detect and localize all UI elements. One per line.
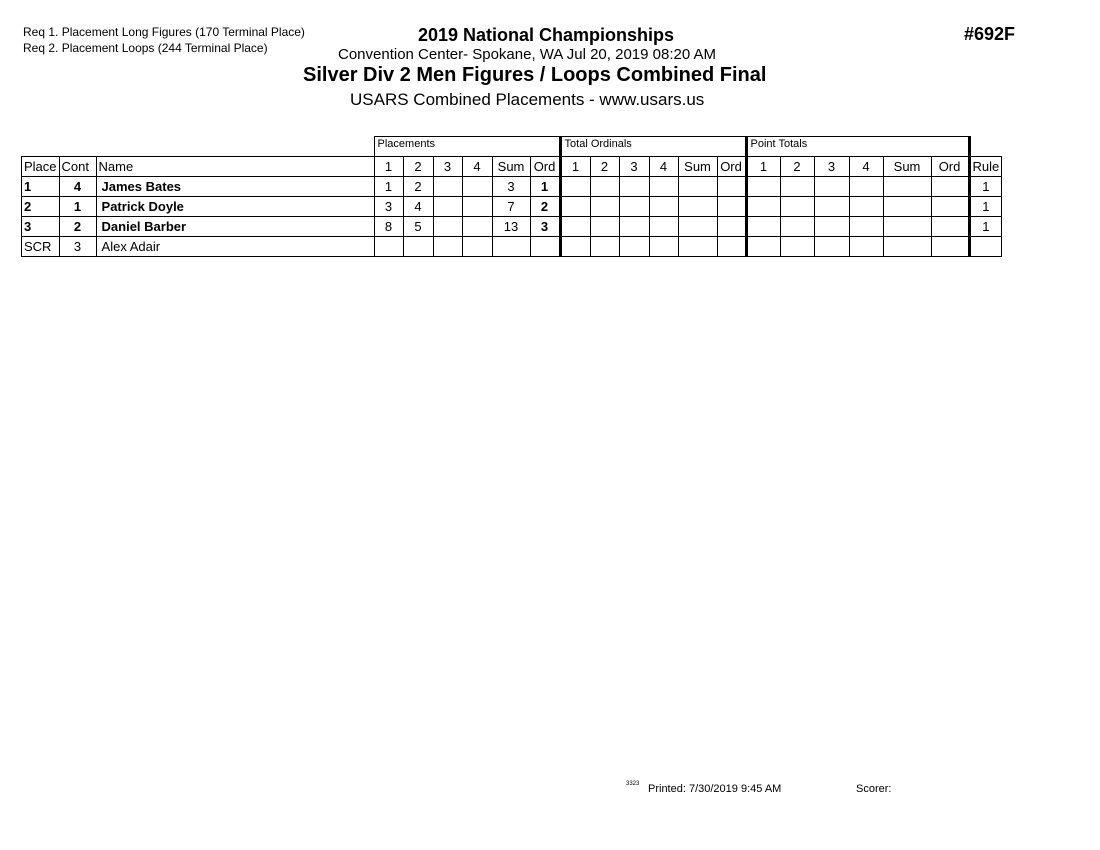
cell-empty — [649, 177, 678, 197]
column-header: 3 — [433, 157, 462, 177]
footer-code: 3323 — [626, 781, 640, 787]
table-row — [22, 197, 1002, 217]
cell-empty — [619, 197, 649, 217]
cell-ord — [530, 237, 560, 257]
column-header: 1 — [560, 157, 590, 177]
cell-empty — [590, 197, 619, 217]
cell-empty — [746, 177, 780, 197]
group-header-row — [22, 137, 1002, 157]
cell-empty — [590, 177, 619, 197]
subtitle: USARS Combined Placements - www.usars.us — [350, 90, 705, 109]
cell-empty — [883, 217, 931, 237]
column-header: 4 — [849, 157, 883, 177]
cell-p1: 3 — [374, 197, 403, 217]
cell-empty — [931, 177, 969, 197]
cell-ord: 3 — [530, 217, 560, 237]
cell-name: Alex Adair — [96, 237, 374, 257]
cell-rule: 1 — [969, 217, 1002, 237]
cell-empty — [883, 237, 931, 257]
cell-empty — [931, 197, 969, 217]
cell-p3 — [433, 217, 462, 237]
cell-place: SCR — [22, 237, 60, 257]
cell-empty — [931, 217, 969, 237]
cell-empty — [560, 217, 590, 237]
cell-sum — [492, 237, 530, 257]
cell-empty — [849, 197, 883, 217]
cell-place: 3 — [22, 217, 60, 237]
event-name: Silver Div 2 Men Figures / Loops Combined Final — [303, 64, 767, 86]
cell-empty — [678, 177, 717, 197]
requirement-1: Req 1. Placement Long Figures (170 Terminal Place) — [23, 25, 305, 39]
cell-empty — [590, 217, 619, 237]
cell-sum: 13 — [492, 217, 530, 237]
cell-empty — [560, 197, 590, 217]
cell-p4 — [462, 237, 492, 257]
cell-p2: 2 — [403, 177, 433, 197]
event-number: #692F — [964, 24, 1016, 44]
group-placements: Placements — [374, 137, 560, 157]
cell-rule: 1 — [969, 177, 1002, 197]
cell-p2: 5 — [403, 217, 433, 237]
table-row — [22, 217, 1002, 237]
cell-empty — [746, 217, 780, 237]
cell-empty — [619, 237, 649, 257]
cell-place: 2 — [22, 197, 60, 217]
cell-empty — [619, 217, 649, 237]
group-point-totals: Point Totals — [746, 137, 969, 157]
cell-empty — [678, 197, 717, 217]
column-header: 2 — [403, 157, 433, 177]
column-header: 1 — [746, 157, 780, 177]
cell-empty — [717, 237, 746, 257]
cell-empty — [849, 177, 883, 197]
cell-rule: 1 — [969, 197, 1002, 217]
cell-empty — [780, 197, 814, 217]
group-total-ordinals: Total Ordinals — [560, 137, 746, 157]
table-row — [22, 237, 1002, 257]
cell-empty — [678, 237, 717, 257]
column-header: Name — [96, 157, 374, 177]
cell-p3 — [433, 177, 462, 197]
cell-empty — [814, 177, 849, 197]
column-header: Sum — [678, 157, 717, 177]
cell-empty — [560, 237, 590, 257]
page-title: 2019 National Championships — [418, 25, 675, 45]
cell-empty — [883, 197, 931, 217]
cell-empty — [717, 197, 746, 217]
cell-empty — [717, 177, 746, 197]
cell-empty — [814, 237, 849, 257]
column-header: 2 — [590, 157, 619, 177]
cell-empty — [678, 217, 717, 237]
cell-p1 — [374, 237, 403, 257]
cell-empty — [619, 177, 649, 197]
printed-date: Printed: 7/30/2019 9:45 AM — [648, 783, 782, 795]
column-header: Cont — [59, 157, 96, 177]
column-header: Sum — [492, 157, 530, 177]
cell-empty — [814, 217, 849, 237]
cell-rule — [969, 237, 1002, 257]
cell-p4 — [462, 217, 492, 237]
column-header: Sum — [883, 157, 931, 177]
column-header: Ord — [717, 157, 746, 177]
column-header: 1 — [374, 157, 403, 177]
cell-p2: 4 — [403, 197, 433, 217]
cell-name: James Bates — [96, 177, 374, 197]
requirement-2: Req 2. Placement Loops (244 Terminal Place) — [23, 41, 268, 55]
column-header: Place — [22, 157, 60, 177]
cell-p3 — [433, 197, 462, 217]
column-header: Ord — [530, 157, 560, 177]
cell-cont: 1 — [59, 197, 96, 217]
cell-empty — [649, 197, 678, 217]
cell-empty — [717, 217, 746, 237]
cell-p4 — [462, 197, 492, 217]
cell-cont: 2 — [59, 217, 96, 237]
column-header: 3 — [619, 157, 649, 177]
column-header: 4 — [462, 157, 492, 177]
cell-empty — [780, 237, 814, 257]
cell-p1: 1 — [374, 177, 403, 197]
cell-name: Daniel Barber — [96, 217, 374, 237]
results-table — [21, 136, 1002, 257]
column-header: 2 — [780, 157, 814, 177]
venue-line: Convention Center- Spokane, WA Jul 20, 2019 08:20 AM — [338, 46, 717, 63]
cell-name: Patrick Doyle — [96, 197, 374, 217]
cell-empty — [883, 177, 931, 197]
column-header: 3 — [814, 157, 849, 177]
cell-p2 — [403, 237, 433, 257]
cell-empty — [814, 197, 849, 217]
cell-empty — [746, 237, 780, 257]
cell-p4 — [462, 177, 492, 197]
scorer-label: Scorer: — [856, 783, 892, 795]
cell-empty — [590, 237, 619, 257]
cell-p3 — [433, 237, 462, 257]
column-header: Ord — [931, 157, 969, 177]
cell-ord: 2 — [530, 197, 560, 217]
table-row — [22, 177, 1002, 197]
cell-empty — [931, 237, 969, 257]
cell-cont: 3 — [59, 237, 96, 257]
column-header: 4 — [649, 157, 678, 177]
cell-place: 1 — [22, 177, 60, 197]
cell-empty — [746, 197, 780, 217]
cell-empty — [849, 237, 883, 257]
cell-empty — [560, 177, 590, 197]
cell-ord: 1 — [530, 177, 560, 197]
column-header-row — [22, 157, 1002, 177]
cell-empty — [649, 237, 678, 257]
results-body — [22, 177, 1002, 257]
cell-empty — [780, 177, 814, 197]
cell-empty — [849, 217, 883, 237]
cell-p1: 8 — [374, 217, 403, 237]
cell-sum: 7 — [492, 197, 530, 217]
column-header: Rule — [969, 157, 1002, 177]
cell-sum: 3 — [492, 177, 530, 197]
cell-empty — [649, 217, 678, 237]
cell-cont: 4 — [59, 177, 96, 197]
cell-empty — [780, 217, 814, 237]
